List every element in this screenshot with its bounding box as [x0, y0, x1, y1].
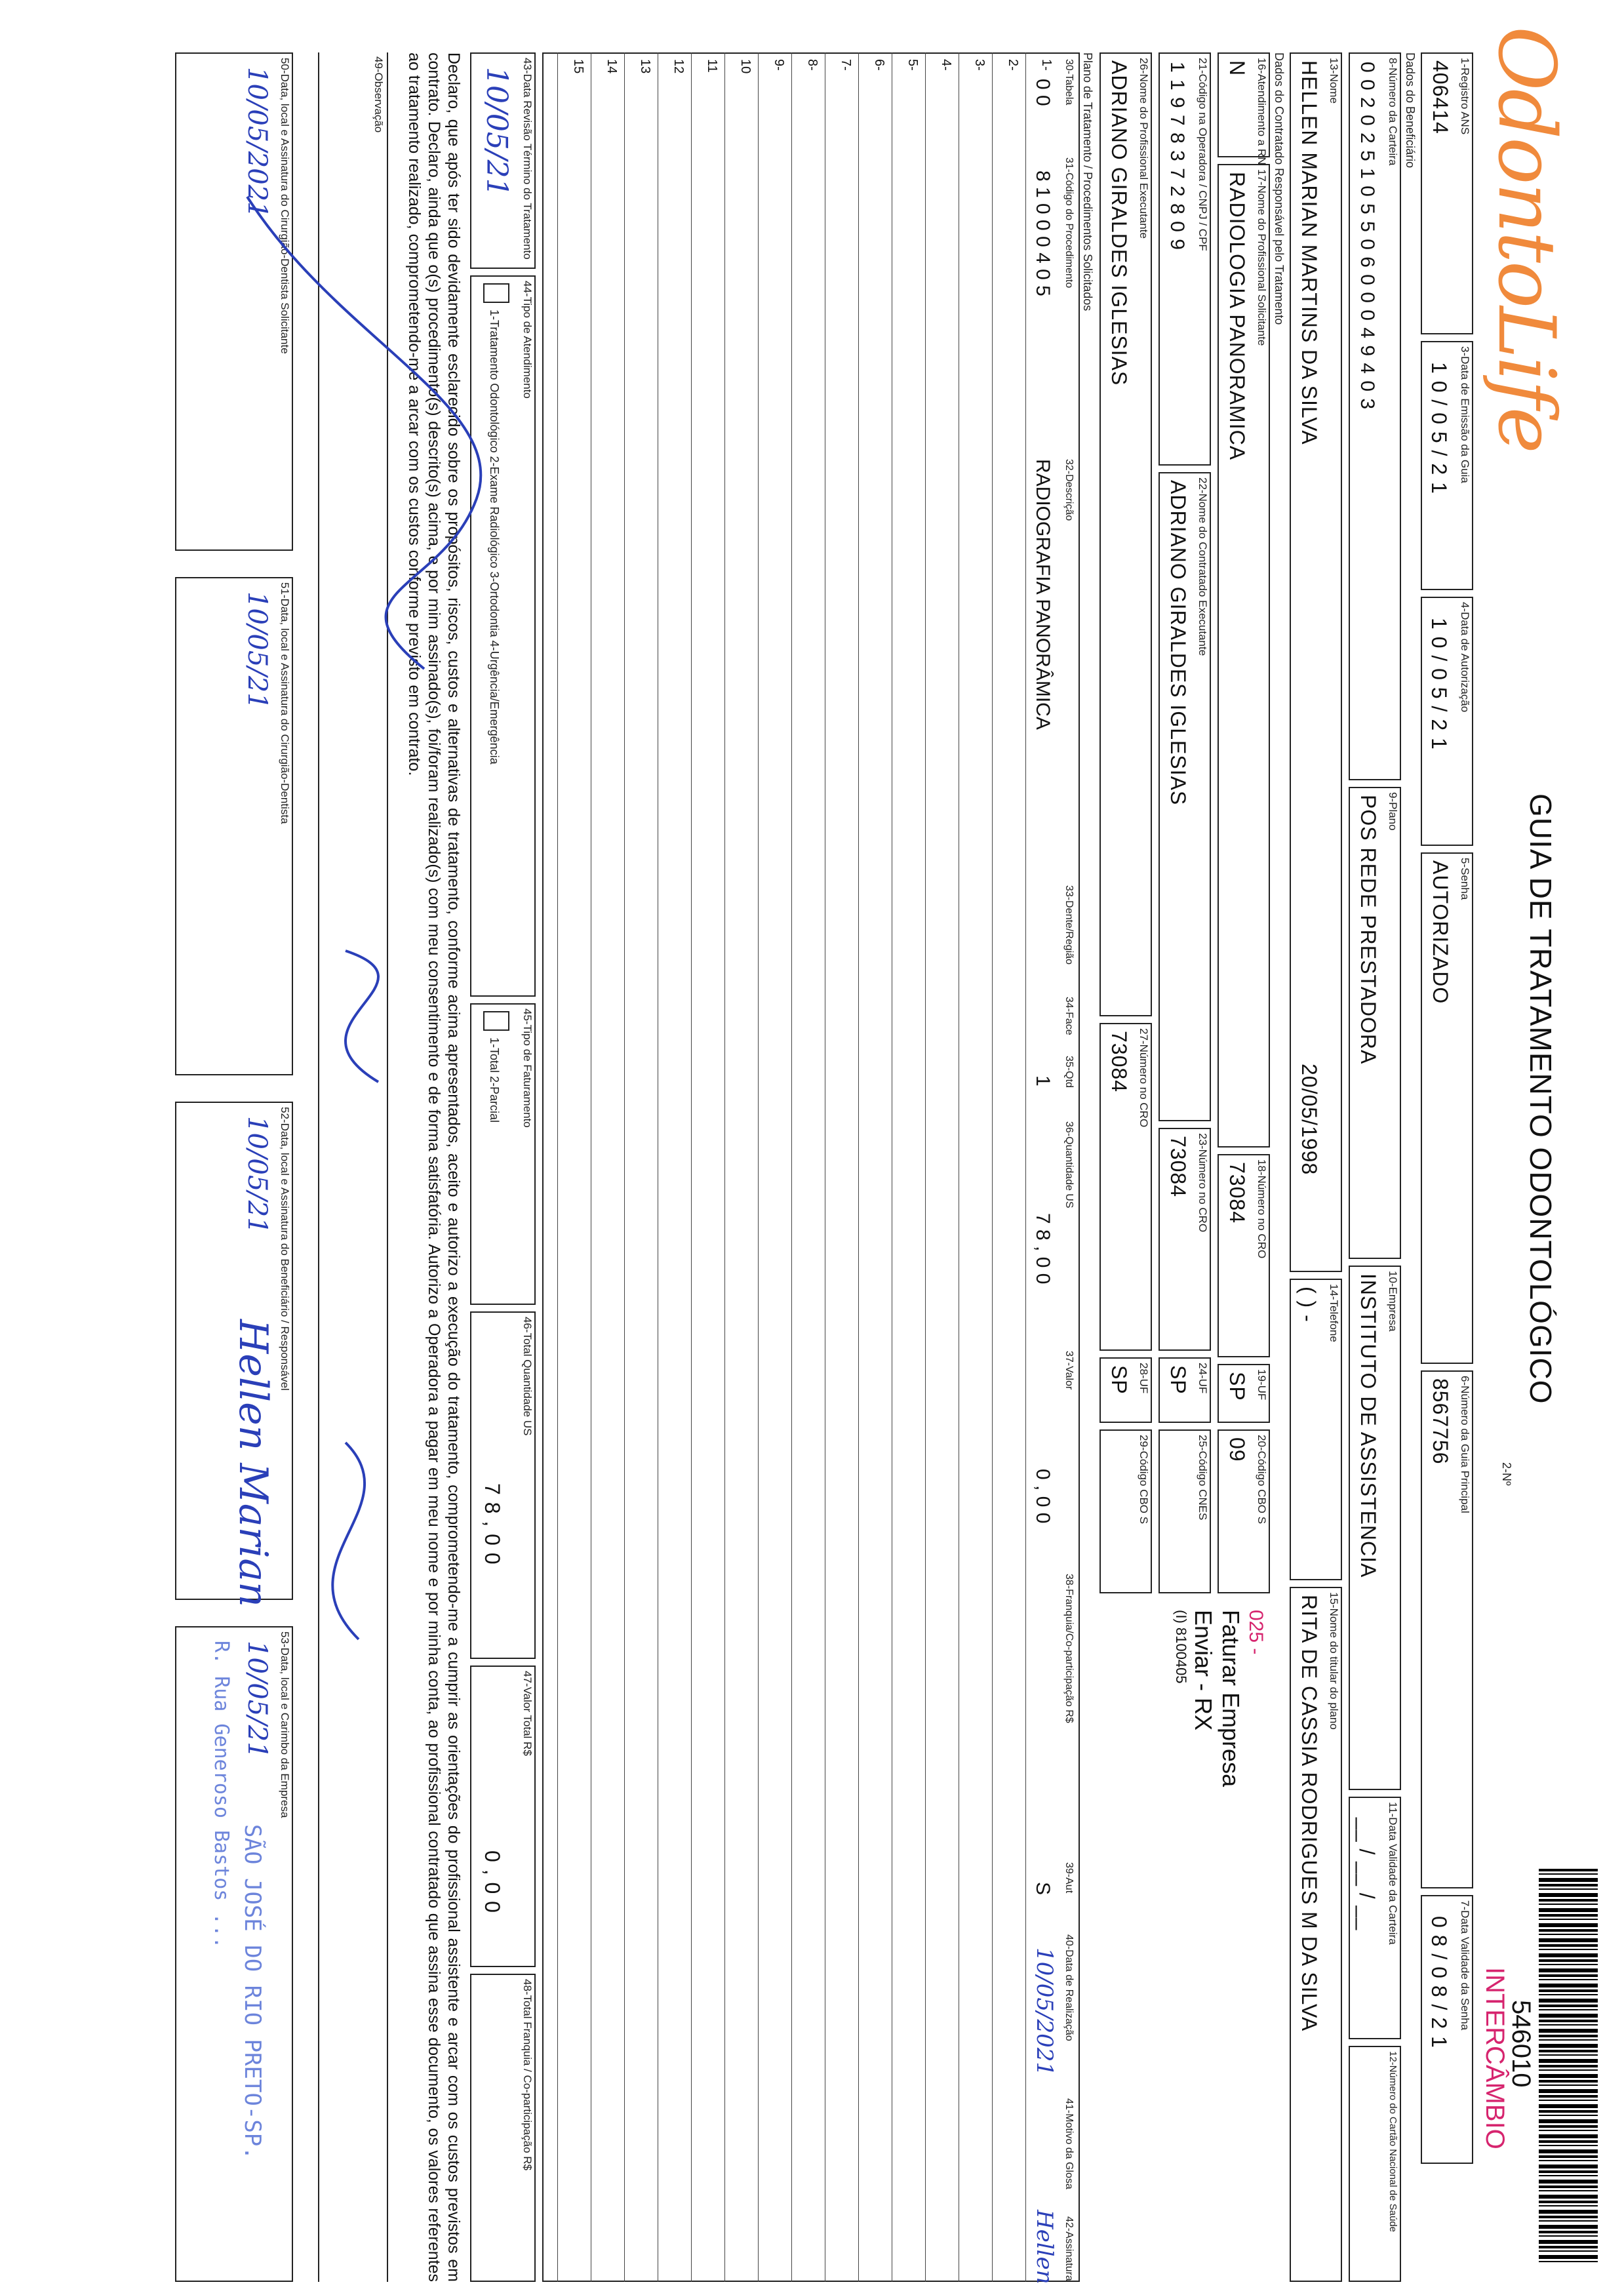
signature-solicitante: 50-Data, local e Assinatura do Cirurgião-Dentista Solicitante 10/05/2021 [175, 52, 293, 551]
declaration-text: Declaro, que após ter sido devidamente esclarecido sobre os propósitos, riscos, custos e alternativas de tratamento, conforme acima apresentados, aceito e autorizo a execução do tratamento, comprometendo-me a cumprir as orientações do profissional assistente e arcar com os custos previstos em contrato. Declaro, ainda que o(s) procedimento(s) descrito(s) acima, e por mim assinado(s), foi/foram realizado(s) com meu consentimento e de forma satisfatória. Autorizo a Operadora a pagar em meu nome e por minha conta, ao profissional contratado que assina esse documento, os valores referentes ao tratamento realizado, comprometendo-me a arcar com os custos conforme previsto em contrato. [405, 52, 463, 2282]
field-empresa: 10-Empresa INSTITUTO DE ASSISTENCIA [1349, 1266, 1401, 1790]
row-number: 15 [571, 59, 585, 74]
section-contratado: Dados do Contratado Responsável pelo Tratamento [1273, 52, 1286, 325]
column-header: 40-Data de Realização [1063, 1934, 1075, 2041]
field-solicitante: 17-Nome do Profissional Solicitante RADIOLOGIA PANORAMICA [1218, 164, 1270, 1148]
row-number: 12 [671, 59, 686, 74]
field-cbo3: 29-Código CBO S [1099, 1429, 1152, 1593]
row-number: 11 [705, 59, 719, 73]
page-title: GUIA DE TRATAMENTO ODONTOLÓGICO [1524, 793, 1558, 1405]
field-data-emissao: 3-Data de Emissão da Guia 1 0 / 0 5 / 2 1 [1421, 341, 1473, 590]
cell-codigo: 8 1 0 0 0 4 0 5 [1032, 170, 1054, 296]
field-carteira: 8-Número da Carteira 0 0 2 0 2 5 1 0 5 5 0 6 0 0 0 4 9 4 0 3 [1349, 52, 1401, 780]
section-beneficiario: Dados do Beneficiário [1404, 52, 1417, 169]
field-registro-ans: 1-Registro ANS 406414 [1421, 52, 1473, 334]
row-number: 10 [738, 59, 753, 74]
guide-number-label: 2-Nº [1500, 1462, 1513, 1486]
column-header: 42-Assinatura [1063, 2216, 1075, 2281]
birth-date: 20/05/1998 [1297, 1064, 1321, 1176]
row-number: 7- [839, 59, 853, 71]
field-titular: 15-Nome do titular do plano RITA DE CASSIA RODRIGUES M DA SILVA [1290, 1587, 1342, 2282]
row-number: 3- [972, 59, 987, 71]
column-header: 33-Dente/Região [1063, 885, 1075, 965]
field-cro2: 23-Número no CRO 73084 [1159, 1128, 1211, 1351]
row-number: 1- [1039, 59, 1054, 71]
billing-note: 025 - Faturar Empresa Enviar - RX (I) 8100405 [1173, 1610, 1267, 1787]
field-valor-total: 47-Valor Total R$ 0 , 0 0 [470, 1666, 536, 1967]
cell-quantidade-us: 7 8 , 0 0 [1032, 1213, 1054, 1285]
column-header: 38-Franquia/Co-participação R$ [1063, 1574, 1075, 1723]
field-data-autorizacao: 4-Data de Autorização 1 0 / 0 5 / 2 1 [1421, 597, 1473, 846]
column-header: 35-Qtd [1063, 1056, 1075, 1088]
column-header: 31-Código do Procedimento [1063, 157, 1075, 289]
cell-assinatura: Hellen [1031, 2210, 1058, 2285]
column-header: 41-Motivo da Glosa [1063, 2098, 1075, 2189]
signature-beneficiario: 52-Data, local e Assinatura do Beneficiário / Responsável 10/05/21 Hellen Marian [175, 1102, 293, 1600]
field-total-us: 46-Total Quantidade US 7 8 , 0 0 [470, 1311, 536, 1659]
field-observacao: 49-Observação [349, 52, 388, 2282]
field-nome: 13-Nome HELLEN MARIAN MARTINS DA SILVA 20/05/1998 [1290, 52, 1342, 1272]
cell-valor: 0 , 0 0 [1032, 1469, 1054, 1524]
row-number: 5- [905, 59, 920, 71]
row-number: 13 [638, 59, 652, 74]
field-uf: 19-UF SP [1218, 1364, 1270, 1423]
column-header: 36-Quantidade US [1063, 1121, 1075, 1208]
cell-data-realizacao: 10/05/2021 [1031, 1947, 1058, 2076]
field-tipo-faturamento: 45-Tipo de Faturamento 1-Total 2-Parcial [470, 1003, 536, 1305]
field-cnes: 25-Código CNES [1159, 1429, 1211, 1593]
field-uf3: 28-UF SP [1099, 1357, 1152, 1423]
field-executante: 22-Nome do Contratado Executante ADRIANO GIRALDES IGLESIAS [1159, 472, 1211, 1121]
row-number: 6- [872, 59, 886, 71]
row-number: 4- [939, 59, 953, 71]
row-number: 8- [805, 59, 820, 71]
cell-aut: S [1032, 1882, 1054, 1896]
logo-text: OdontoLife [1480, 26, 1572, 452]
guide-number: 546010 [1507, 2000, 1535, 2088]
field-franquia-total: 48-Total Franquia / Co-participação R$ [470, 1974, 536, 2282]
field-telefone: 14-Telefone ( ) - [1290, 1279, 1342, 1580]
field-senha: 5-Senha AUTORIZADO [1421, 852, 1473, 1364]
field-cro: 18-Número no CRO 73084 [1218, 1154, 1270, 1357]
cell-qtd: 1 [1032, 1075, 1054, 1087]
column-header: 32-Descrição [1063, 459, 1075, 521]
column-header: 34-Face [1063, 997, 1075, 1035]
intercambio-label: INTERCÂMBIO [1480, 1967, 1509, 2149]
field-cro3: 27-Número no CRO 73084 [1099, 1023, 1152, 1351]
signature-dentista: 51-Data, local e Assinatura do Cirurgião-Dentista 10/05/21 [175, 577, 293, 1075]
field-cbo: 20-Código CBO S 09 [1218, 1429, 1270, 1593]
cell-descricao: RADIOGRAFIA PANORÂMICA [1032, 459, 1054, 730]
field-codigo-operadora: 21-Código na Operadora / CNPJ / CPF 1 1 9 7 8 3 7 2 8 0 9 [1159, 52, 1211, 466]
field-plano: 9-Plano POS REDE PRESTADORA [1349, 787, 1401, 1259]
field-uf2: 24-UF SP [1159, 1357, 1211, 1423]
field-prof-exec: 26-Nome do Profissional Executante ADRIANO GIRALDES IGLESIAS [1099, 52, 1152, 1016]
column-header: 37-Valor [1063, 1351, 1075, 1390]
row-number: 2- [1006, 59, 1020, 71]
field-termino: 43-Data Revisão Término do Tratamento 10/05/21 [470, 52, 536, 269]
cell-tabela: 0 0 [1032, 79, 1054, 106]
signature-empresa: 53-Data, local e Carimbo da Empresa 10/05/21 R. Rua Generoso Bastos ... SÃO JOSÉ DO RIO PRETO-SP. [175, 1626, 293, 2282]
field-validade-carteira: 11-Data Validade da Carteira __ / __ / __ [1349, 1797, 1401, 2039]
field-validade-senha: 7-Data Validade da Senha 0 8 / 0 8 / 2 1 [1421, 1895, 1473, 2164]
column-header: 30-Tabela [1063, 59, 1075, 106]
section-plano-tratamento: Plano de Tratamento / Procedimentos Solicitados [1081, 52, 1094, 311]
row-number: 14 [604, 59, 619, 74]
field-cns: 12-Número do Cartão Nacional de Saúde [1349, 2046, 1401, 2282]
field-guia-principal: 6-Número da Guia Principal 8567756 [1421, 1370, 1473, 1888]
row-number: 9- [772, 59, 786, 71]
field-rn: 16-Atendimento a RN N [1218, 52, 1270, 157]
field-tipo-atendimento: 44-Tipo de Atendimento 1-Tratamento Odontológico 2-Exame Radiológico 3-Ortodontia 4-Urgência/Emergência [470, 275, 536, 997]
column-header: 39-Aut [1063, 1862, 1075, 1894]
